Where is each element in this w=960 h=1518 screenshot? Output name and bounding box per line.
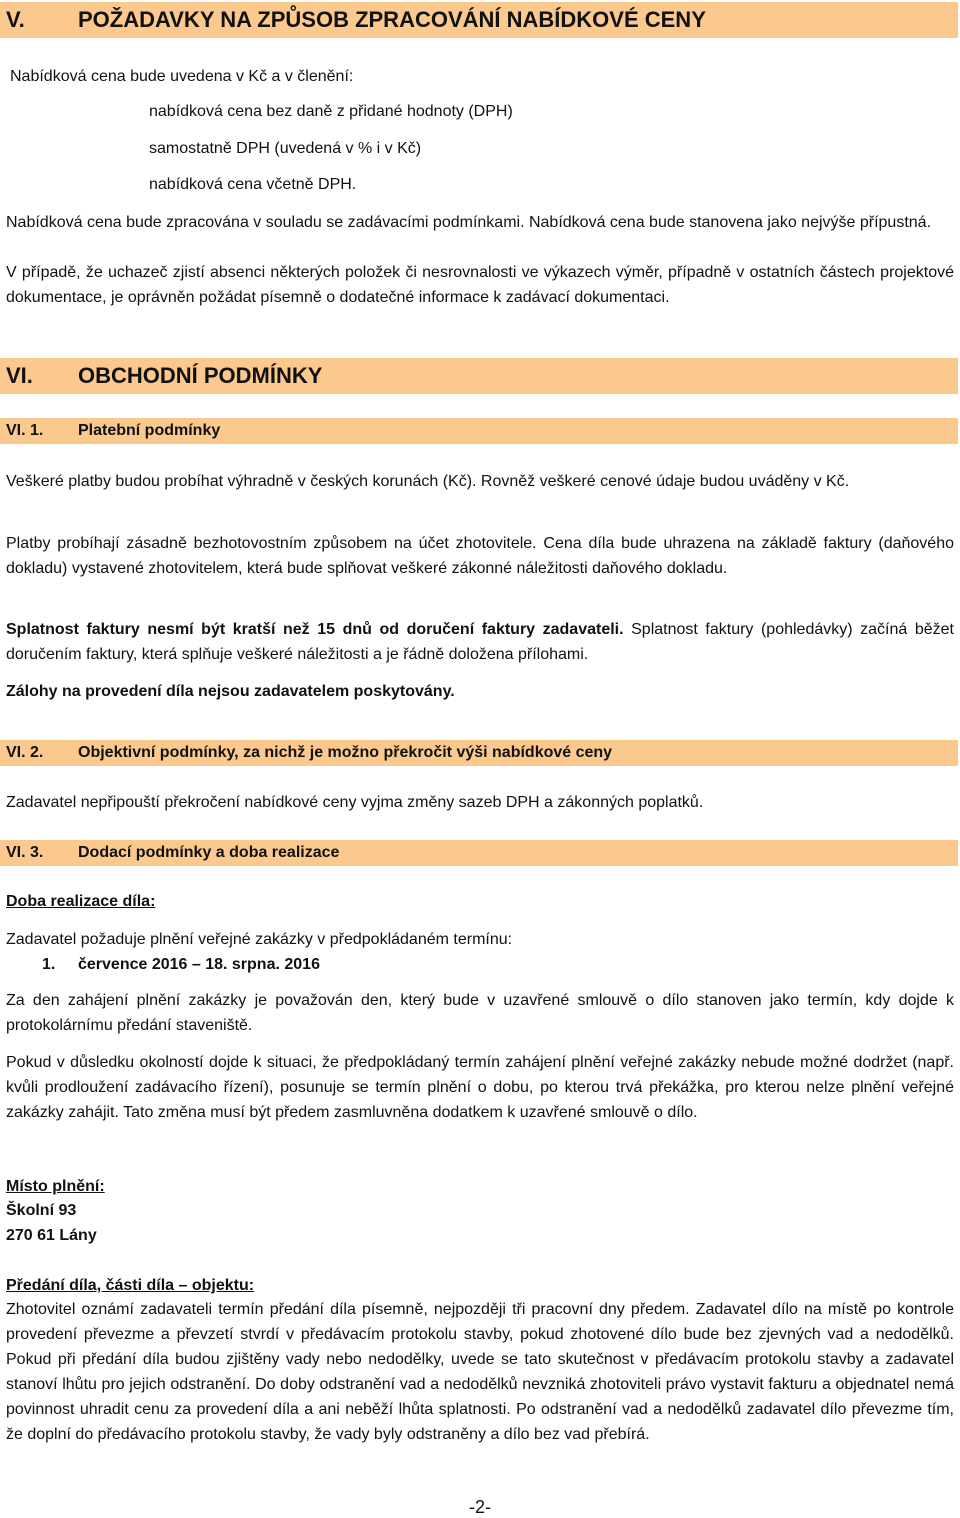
paragraph <box>6 617 954 667</box>
list-item: samostatně DPH (uvedená v % i v Kč) <box>149 140 422 157</box>
address-line <box>6 1223 97 1248</box>
section-number: VI. <box>6 363 33 388</box>
subsection-number: VI. 2. <box>6 744 44 761</box>
subsection-title: Objektivní podmínky, za nichž je možno překročit výši nabídkové ceny <box>78 744 613 761</box>
bold-text: Splatnost faktury nesmí být kratší než 15 dnů od doručení faktury zadavateli. <box>6 621 624 638</box>
list-number-text: 1. <box>42 956 56 973</box>
misto-label <box>6 1174 105 1199</box>
address-text: Školní 93 <box>6 1202 77 1219</box>
paragraph: Za den zahájení plnění zakázky je považován den, který bude v uzavřené smlouvě o dílo stanoven jako termín, kdy dojde k protokolárnímu předání staveniště. <box>6 992 954 1034</box>
paragraph: Veškeré platby budou probíhat výhradně v českých korunách (Kč). Rovněž veškeré cenové údaje budou uváděny v Kč. <box>6 473 850 490</box>
subsection-title: Dodací podmínky a doba realizace <box>78 844 340 861</box>
paragraph: Zadavatel nepřipouští překročení nabídkové ceny vyjma změny sazeb DPH a zákonných poplatků. <box>6 794 704 811</box>
bold-text: Zálohy na provedení díla nejsou zadavatelem poskytovány. <box>6 683 455 700</box>
paragraph: V případě, že uchazeč zjistí absenci některých položek či nesrovnalosti ve výkazech výměr, případně v ostatních částech projektové dokumentace, je oprávněn požádat písemně o dodatečné informace k zadávací dokumentaci. <box>6 264 954 306</box>
paragraph: Pokud v důsledku okolností dojde k situaci, že předpokládaný termín zahájení plnění veřejné zakázky nebude možné dodržet (např. kvůli prodloužení zadávacího řízení), posunuje se termín plnění o dobu, po kterou trvá překážka, pro kterou nelze plnění veřejné zakázky zahájit. Tato změna musí být předem zasmluvněna dodatkem k uzavřené smlouvě o dílo. <box>6 1054 954 1121</box>
paragraph: Zhotovitel oznámí zadavateli termín předání díla písemně, nejpozději tři pracovní dny předem. Zadavatel dílo na místě po kontrole provedení převezme a převzetí stvrdí v předávacím protokolu stavby, pokud zhotovené dílo bude bez zjevných vad a nedodělků. Pokud při předání díla budou zjištěny vady nebo nedodělky, uvede se tato skutečnost v předávacím protokolu stavby a zadavatel stanoví lhůtu pro jejich odstranění. Do doby odstranění vad a nedodělků nevzniká zhotoviteli právo vystavit fakturu a objednatel nemá povinnost uhradit cenu za provedení díla a ani neběží lhůta splatnosti. Po odstranění vad a nedodělků zadavatel dílo převezme tím, že doplní do předávacího protokolu stavby, že vady byly odstraněny a dílo bez vad přebírá. <box>6 1301 954 1443</box>
underlined-label: Místo plnění: <box>6 1178 105 1195</box>
doba-term-text: července 2016 – 18. srpna. 2016 <box>78 956 320 973</box>
paragraph: Nabídková cena bude zpracována v souladu se zadávacími podmínkami. Nabídková cena bude stanovena jako nejvýše přípustná. <box>6 214 932 231</box>
subsection-number: VI. 1. <box>6 422 44 439</box>
address-line <box>6 1198 76 1223</box>
list-number <box>42 952 55 977</box>
paragraph: Platby probíhají zásadně bezhotovostním způsobem na účet zhotovitele. Cena díla bude uhrazena na základě faktury (daňového dokladu) vystavené zhotovitelem, která bude splňovat veškeré zákonné náležitosti daňového dokladu. <box>6 535 954 577</box>
section-title: POŽADAVKY NA ZPŮSOB ZPRACOVÁNÍ NABÍDKOVÉ CENY <box>78 7 706 32</box>
price-intro: Nabídková cena bude uvedena v Kč a v členění: <box>10 68 354 85</box>
section-number: V. <box>6 7 25 32</box>
section-title: OBCHODNÍ PODMÍNKY <box>78 363 323 388</box>
paragraph <box>6 679 954 704</box>
paragraph-text: Splatnost faktury (pohledávky) začíná běžet doručením faktury, která splňuje veškeré náležitosti a je řádně doložena přílohami. <box>6 621 954 663</box>
doba-intro: Zadavatel požaduje plnění veřejné zakázky v předpokládaném termínu: <box>6 931 513 948</box>
doba-term <box>78 952 320 977</box>
subsection-title: Platební podmínky <box>78 422 221 439</box>
doba-label <box>6 889 155 914</box>
subsection-number: VI. 3. <box>6 844 44 861</box>
list-item: nabídková cena bez daně z přidané hodnoty (DPH) <box>149 103 513 120</box>
underlined-label: Doba realizace díla: <box>6 893 156 910</box>
underlined-label: Předání díla, části díla – objektu: <box>6 1277 255 1294</box>
page-number: -2- <box>469 1497 491 1517</box>
list-item: nabídková cena včetně DPH. <box>149 176 357 193</box>
address-text: 270 61 Lány <box>6 1227 97 1244</box>
predani-label <box>6 1273 254 1298</box>
